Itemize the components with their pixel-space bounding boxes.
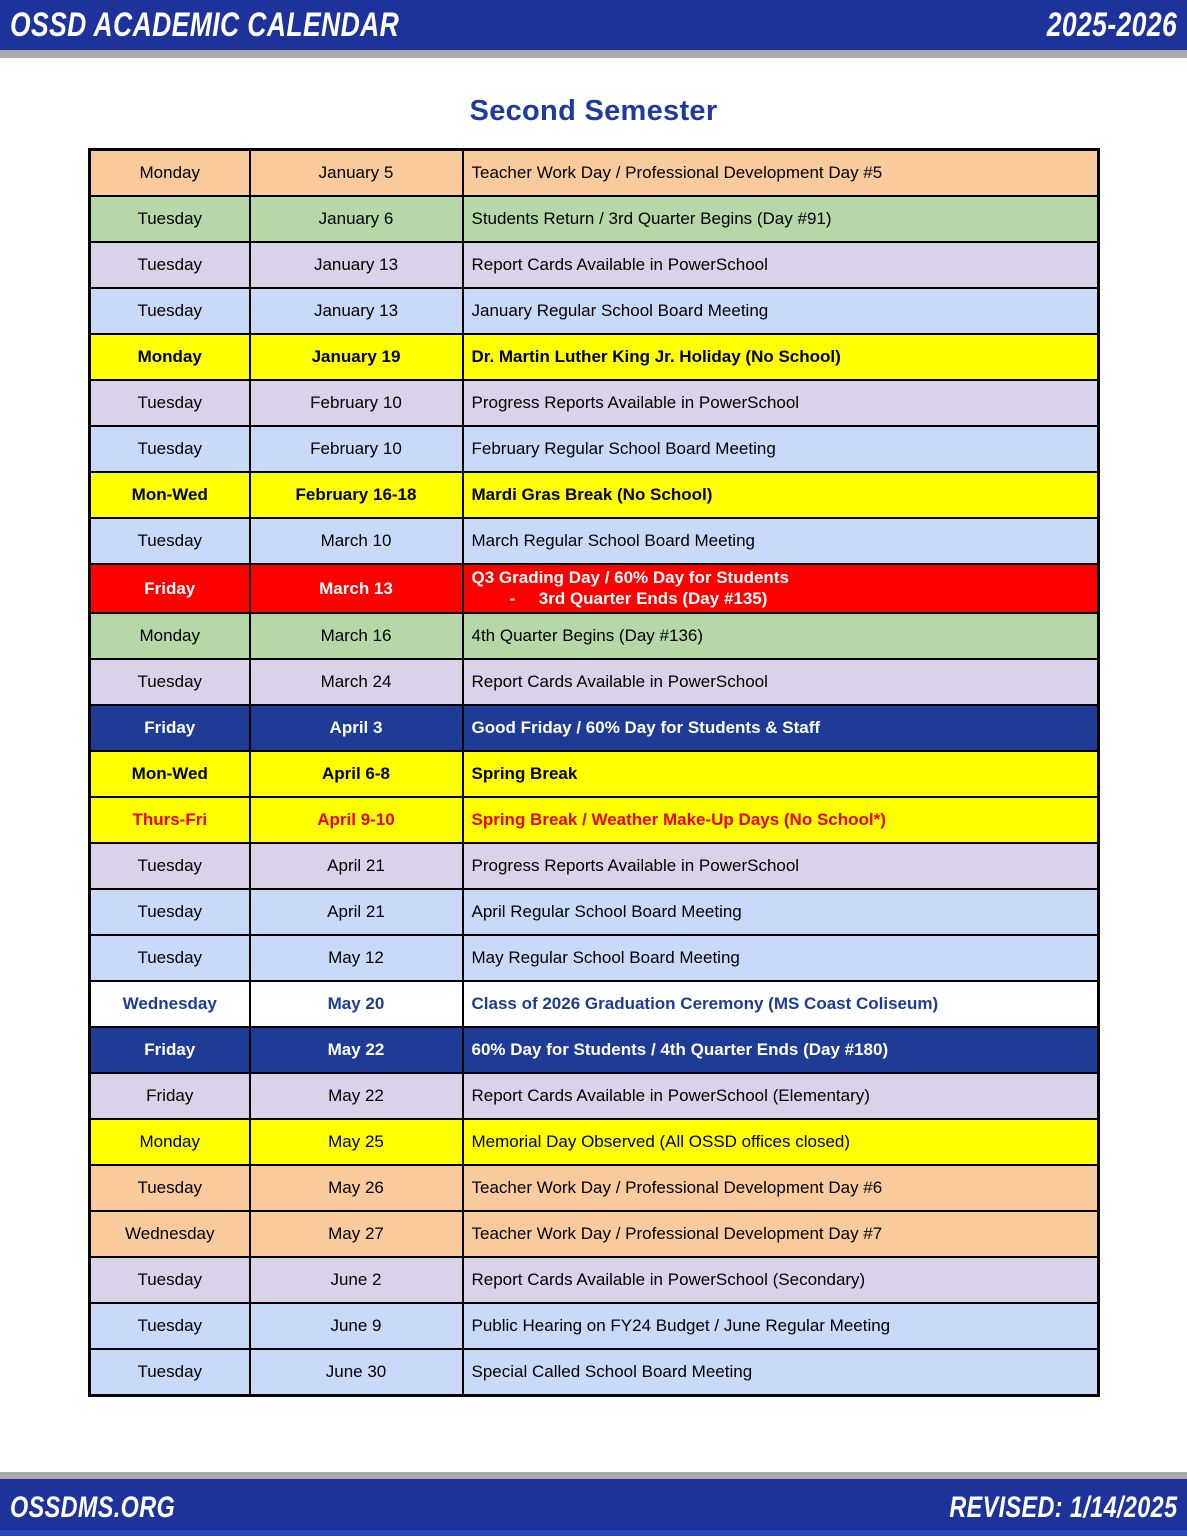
event-cell: [463, 797, 1099, 843]
day-cell: Tuesday: [90, 889, 250, 935]
table-row: [90, 981, 1099, 1027]
event-cell: [463, 150, 1099, 197]
table-row: [90, 1119, 1099, 1165]
day-cell: Tuesday: [90, 1349, 250, 1396]
table-row: [90, 150, 1099, 197]
table-row: [90, 564, 1099, 613]
day-cell: Tuesday: [90, 426, 250, 472]
table-row: [90, 288, 1099, 334]
table-row: [90, 334, 1099, 380]
event-text: Progress Reports Available in PowerSchool: [471, 855, 800, 875]
event-text: Dr. Martin Luther King Jr. Holiday (No School): [471, 347, 841, 367]
date-cell: January 13: [250, 288, 463, 334]
day-cell: Tuesday: [90, 196, 250, 242]
event-cell: [463, 751, 1099, 797]
event-cell: [463, 564, 1099, 613]
event-cell: [463, 889, 1099, 935]
date-cell: February 10: [250, 380, 463, 426]
date-cell: March 10: [250, 518, 463, 564]
date-cell: March 16: [250, 613, 463, 659]
day-cell: Tuesday: [90, 288, 250, 334]
day-cell: Wednesday: [90, 1211, 250, 1257]
footer-website: OSSDMS.ORG: [10, 1490, 176, 1524]
event-text: 4th Quarter Begins (Day #136): [471, 625, 704, 645]
event-cell: [463, 472, 1099, 518]
page-title: Second Semester: [469, 95, 718, 127]
event-cell: [463, 843, 1099, 889]
table-row: [90, 705, 1099, 751]
banner-title: OSSD ACADEMIC CALENDAR: [10, 5, 400, 44]
date-cell: June 30: [250, 1349, 463, 1396]
event-cell: [463, 1349, 1099, 1396]
day-cell: Tuesday: [90, 935, 250, 981]
event-text: Report Cards Available in PowerSchool: [471, 255, 768, 275]
day-cell: Friday: [90, 564, 250, 613]
event-cell: [463, 288, 1099, 334]
date-cell: January 6: [250, 196, 463, 242]
table-row: [90, 1349, 1099, 1396]
table-row: [90, 889, 1099, 935]
event-cell: [463, 1073, 1099, 1119]
table-row: [90, 1257, 1099, 1303]
event-text: May Regular School Board Meeting: [471, 947, 740, 967]
date-cell: March 13: [250, 564, 463, 613]
day-cell: Tuesday: [90, 1257, 250, 1303]
day-cell: Friday: [90, 1073, 250, 1119]
event-text-line2: - 3rd Quarter Ends (Day #135): [509, 589, 768, 609]
table-row: [90, 797, 1099, 843]
event-cell: [463, 196, 1099, 242]
event-text: Spring Break: [471, 763, 578, 783]
event-text: January Regular School Board Meeting: [471, 301, 769, 321]
date-cell: January 19: [250, 334, 463, 380]
event-text: Good Friday / 60% Day for Students & Staff: [471, 717, 821, 737]
event-text: Q3 Grading Day / 60% Day for Students: [471, 568, 789, 587]
day-cell: Mon-Wed: [90, 472, 250, 518]
footer-banner: [0, 1479, 1187, 1536]
event-cell: [463, 613, 1099, 659]
date-cell: January 5: [250, 150, 463, 197]
event-text: 60% Day for Students / 4th Quarter Ends (Day #180): [471, 1039, 889, 1059]
table-row: [90, 613, 1099, 659]
table-row: [90, 1211, 1099, 1257]
day-cell: Tuesday: [90, 1165, 250, 1211]
date-cell: May 22: [250, 1027, 463, 1073]
date-cell: May 27: [250, 1211, 463, 1257]
event-text: Special Called School Board Meeting: [471, 1361, 753, 1381]
table-row: [90, 426, 1099, 472]
table-row: [90, 659, 1099, 705]
table-row: [90, 1073, 1099, 1119]
event-text: Report Cards Available in PowerSchool: [471, 671, 768, 691]
event-text: Memorial Day Observed (All OSSD offices closed): [471, 1131, 851, 1151]
event-cell: [463, 935, 1099, 981]
event-cell: [463, 242, 1099, 288]
date-cell: March 24: [250, 659, 463, 705]
day-cell: Monday: [90, 613, 250, 659]
top-banner: [0, 0, 1187, 50]
date-cell: May 12: [250, 935, 463, 981]
day-cell: Tuesday: [90, 242, 250, 288]
day-cell: Monday: [90, 1119, 250, 1165]
event-cell: [463, 1211, 1099, 1257]
table-row: [90, 196, 1099, 242]
event-text: Spring Break / Weather Make-Up Days (No School*): [471, 809, 886, 829]
event-cell: [463, 705, 1099, 751]
footer-divider: [0, 1472, 1187, 1479]
day-cell: Wednesday: [90, 981, 250, 1027]
day-cell: Tuesday: [90, 843, 250, 889]
event-text: Students Return / 3rd Quarter Begins (Day #91): [471, 209, 832, 229]
day-cell: Tuesday: [90, 518, 250, 564]
date-cell: April 3: [250, 705, 463, 751]
event-text: Teacher Work Day / Professional Development Day #7: [471, 1223, 883, 1243]
event-text: Teacher Work Day / Professional Development Day #6: [471, 1177, 883, 1197]
event-cell: [463, 380, 1099, 426]
event-text: Progress Reports Available in PowerSchool: [471, 393, 800, 413]
footer-accent-strip: [0, 1530, 1187, 1536]
date-cell: June 9: [250, 1303, 463, 1349]
day-cell: Friday: [90, 705, 250, 751]
table-row: [90, 935, 1099, 981]
day-cell: Tuesday: [90, 380, 250, 426]
table-row: [90, 380, 1099, 426]
calendar-table-body: [90, 150, 1099, 1396]
calendar-table: [88, 148, 1100, 1397]
date-cell: May 25: [250, 1119, 463, 1165]
date-cell: April 9-10: [250, 797, 463, 843]
date-cell: February 16-18: [250, 472, 463, 518]
event-cell: [463, 1303, 1099, 1349]
day-cell: Friday: [90, 1027, 250, 1073]
date-cell: June 2: [250, 1257, 463, 1303]
event-text: Mardi Gras Break (No School): [471, 485, 713, 505]
date-cell: April 21: [250, 843, 463, 889]
event-cell: [463, 334, 1099, 380]
date-cell: April 21: [250, 889, 463, 935]
day-cell: Monday: [90, 334, 250, 380]
date-cell: May 20: [250, 981, 463, 1027]
event-cell: [463, 1027, 1099, 1073]
table-row: [90, 1165, 1099, 1211]
event-text: Class of 2026 Graduation Ceremony (MS Coast Coliseum): [471, 993, 939, 1013]
event-cell: [463, 1257, 1099, 1303]
table-row: [90, 751, 1099, 797]
date-cell: May 26: [250, 1165, 463, 1211]
day-cell: Tuesday: [90, 659, 250, 705]
banner-school-year: 2025-2026: [1046, 5, 1177, 44]
event-text: Teacher Work Day / Professional Development Day #5: [471, 163, 883, 183]
event-text: Report Cards Available in PowerSchool (Secondary): [471, 1269, 866, 1289]
event-cell: [463, 981, 1099, 1027]
date-cell: February 10: [250, 426, 463, 472]
event-cell: [463, 426, 1099, 472]
event-text: Public Hearing on FY24 Budget / June Regular Meeting: [471, 1315, 891, 1335]
day-cell: Mon-Wed: [90, 751, 250, 797]
table-row: [90, 518, 1099, 564]
day-cell: Tuesday: [90, 1303, 250, 1349]
day-cell: Thurs-Fri: [90, 797, 250, 843]
table-row: [90, 1303, 1099, 1349]
event-cell: [463, 659, 1099, 705]
date-cell: April 6-8: [250, 751, 463, 797]
table-row: [90, 843, 1099, 889]
banner-divider: [0, 50, 1187, 58]
date-cell: May 22: [250, 1073, 463, 1119]
date-cell: January 13: [250, 242, 463, 288]
event-cell: [463, 1119, 1099, 1165]
event-cell: [463, 518, 1099, 564]
table-row: [90, 242, 1099, 288]
event-text: Report Cards Available in PowerSchool (Elementary): [471, 1085, 870, 1105]
table-row: [90, 1027, 1099, 1073]
event-text: April Regular School Board Meeting: [471, 901, 742, 921]
event-text: February Regular School Board Meeting: [471, 439, 776, 459]
footer-revised-date: REVISED: 1/14/2025: [948, 1490, 1177, 1524]
event-text: March Regular School Board Meeting: [471, 531, 755, 551]
event-cell: [463, 1165, 1099, 1211]
day-cell: Monday: [90, 150, 250, 197]
table-row: [90, 472, 1099, 518]
